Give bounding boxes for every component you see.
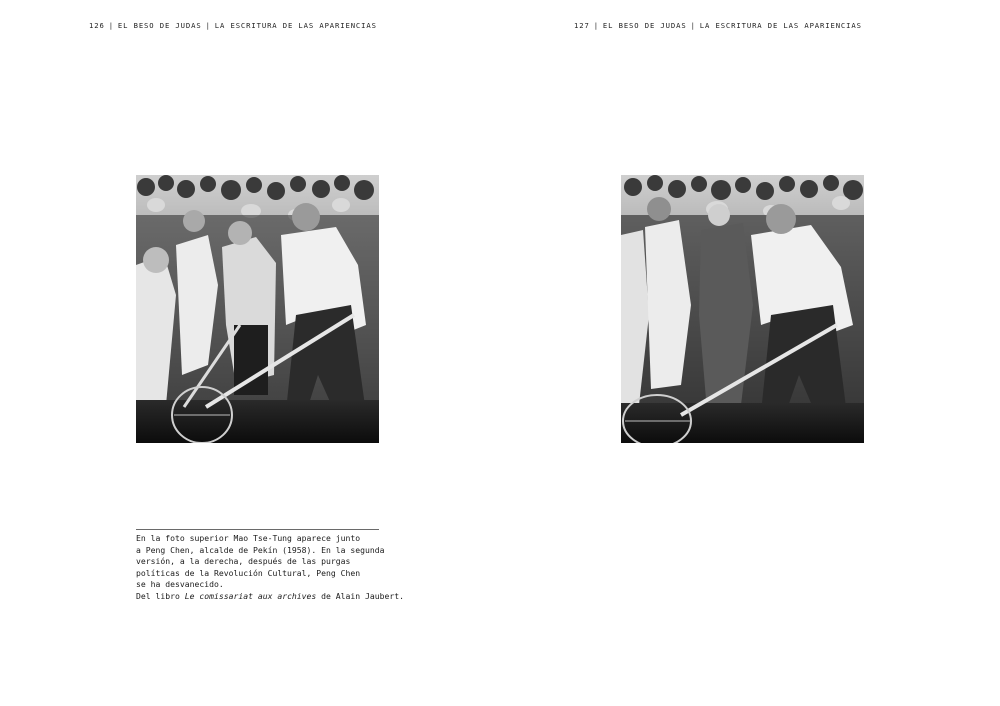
crowd-photo-image (136, 175, 379, 443)
source-book-title: Le comissariat aux archives (184, 590, 317, 601)
page-number: 127 (574, 21, 590, 30)
separator: | (108, 21, 114, 30)
caption-line: En la foto superior Mao Tse-Tung aparece junto (136, 533, 361, 543)
caption-line: versión, a la derecha, después de las purgas (136, 556, 351, 567)
separator: | (690, 21, 696, 30)
page-number: 126 (89, 21, 105, 30)
separator: | (205, 21, 211, 30)
book-title: EL BESO DE JUDAS (117, 21, 202, 30)
book-title: EL BESO DE JUDAS (602, 21, 687, 30)
photo-caption (136, 529, 405, 603)
caption-line: se ha desvanecido. (136, 579, 224, 590)
right-page (500, 0, 1000, 706)
running-head-left (89, 21, 377, 30)
chapter-title: LA ESCRITURA DE LAS APARIENCIAS (699, 21, 862, 30)
running-head-right (574, 21, 862, 30)
source-prefix: Del libro (136, 590, 185, 601)
original-photo (136, 175, 379, 443)
caption-line: políticas de la Revolución Cultural, Peng Chen (136, 567, 361, 578)
source-suffix: de Alain Jaubert. (316, 590, 405, 601)
separator: | (593, 21, 599, 30)
caption-line: a Peng Chen, alcalde de Pekín (1958). En la segunda (136, 544, 385, 555)
chapter-title: LA ESCRITURA DE LAS APARIENCIAS (214, 21, 377, 30)
caption-source-line (136, 590, 405, 603)
retouched-photo (621, 175, 864, 443)
retouched-crowd-photo-image (621, 175, 864, 443)
